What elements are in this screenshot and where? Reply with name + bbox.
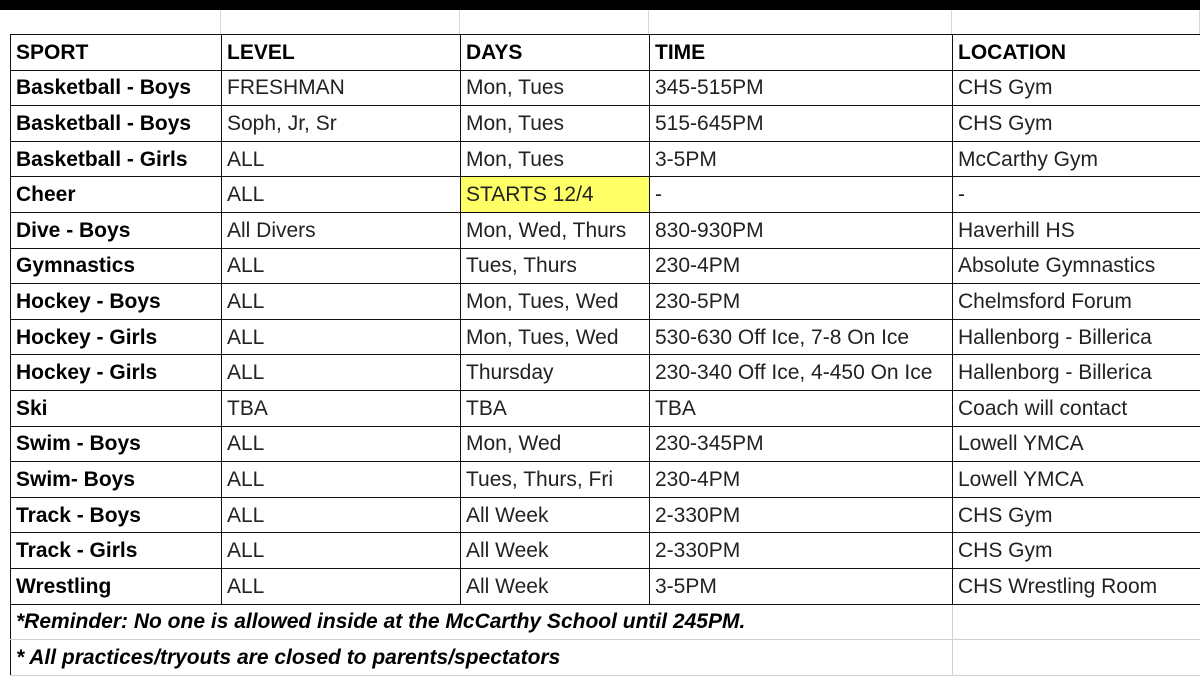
cell-location[interactable]: Chelmsford Forum bbox=[953, 284, 1200, 320]
cell-location[interactable]: Hallenborg - Billerica bbox=[953, 319, 1200, 355]
cell-sport[interactable]: Swim - Boys bbox=[11, 426, 222, 462]
cell-days[interactable]: Mon, Tues, Wed bbox=[461, 284, 650, 320]
cell-sport[interactable]: Track - Boys bbox=[11, 497, 222, 533]
cell-days[interactable]: All Week bbox=[461, 568, 650, 604]
table-row bbox=[11, 284, 1200, 320]
table-row bbox=[11, 462, 1200, 498]
table-row bbox=[11, 248, 1200, 284]
cell-location[interactable]: Haverhill HS bbox=[953, 212, 1200, 248]
cell-days[interactable]: Tues, Thurs, Fri bbox=[461, 462, 650, 498]
table-row bbox=[11, 533, 1200, 569]
cell-level[interactable]: ALL bbox=[222, 355, 461, 391]
empty-cell[interactable] bbox=[953, 604, 1200, 640]
cell-time[interactable]: 3-5PM bbox=[650, 568, 953, 604]
cell-time[interactable]: 515-645PM bbox=[650, 106, 953, 142]
note-row bbox=[11, 604, 1200, 640]
reminder-note[interactable]: *Reminder: No one is allowed inside at the McCarthy School until 245PM. bbox=[11, 604, 953, 640]
cell-level[interactable]: ALL bbox=[222, 497, 461, 533]
cell-level[interactable]: ALL bbox=[222, 533, 461, 569]
cell-days[interactable]: Tues, Thurs bbox=[461, 248, 650, 284]
cell-sport[interactable]: Wrestling bbox=[11, 568, 222, 604]
cell-time[interactable]: - bbox=[650, 177, 953, 213]
cell-time[interactable]: 530-630 Off Ice, 7-8 On Ice bbox=[650, 319, 953, 355]
header-row bbox=[11, 35, 1200, 71]
grid-line bbox=[220, 10, 221, 34]
cell-time[interactable]: 230-340 Off Ice, 4-450 On Ice bbox=[650, 355, 953, 391]
grid-line bbox=[459, 10, 460, 34]
cell-days[interactable]: Mon, Tues bbox=[461, 106, 650, 142]
header-sport[interactable]: SPORT bbox=[11, 35, 222, 71]
cell-location[interactable]: Coach will contact bbox=[953, 390, 1200, 426]
header-level[interactable]: LEVEL bbox=[222, 35, 461, 71]
cell-days[interactable]: Mon, Tues bbox=[461, 70, 650, 106]
cell-days[interactable]: Mon, Wed bbox=[461, 426, 650, 462]
cell-sport[interactable]: Basketball - Boys bbox=[11, 70, 222, 106]
cell-location[interactable]: McCarthy Gym bbox=[953, 141, 1200, 177]
cell-time[interactable]: 2-330PM bbox=[650, 533, 953, 569]
cell-location[interactable]: Lowell YMCA bbox=[953, 426, 1200, 462]
cell-time[interactable]: 3-5PM bbox=[650, 141, 953, 177]
cell-level[interactable]: All Divers bbox=[222, 212, 461, 248]
cell-level[interactable]: ALL bbox=[222, 568, 461, 604]
cell-days[interactable]: Mon, Tues, Wed bbox=[461, 319, 650, 355]
cell-time[interactable]: 230-4PM bbox=[650, 462, 953, 498]
cell-location[interactable]: Lowell YMCA bbox=[953, 462, 1200, 498]
table-row bbox=[11, 355, 1200, 391]
cell-sport[interactable]: Track - Girls bbox=[11, 533, 222, 569]
top-bar bbox=[0, 0, 1200, 10]
cell-days[interactable]: TBA bbox=[461, 390, 650, 426]
cell-time[interactable]: 230-4PM bbox=[650, 248, 953, 284]
table-row bbox=[11, 319, 1200, 355]
table-row bbox=[11, 106, 1200, 142]
cell-level[interactable]: ALL bbox=[222, 284, 461, 320]
table-row bbox=[11, 141, 1200, 177]
cell-location[interactable]: CHS Gym bbox=[953, 533, 1200, 569]
cell-sport[interactable]: Basketball - Boys bbox=[11, 106, 222, 142]
cell-level[interactable]: ALL bbox=[222, 462, 461, 498]
cell-location[interactable]: CHS Gym bbox=[953, 70, 1200, 106]
cell-sport[interactable]: Hockey - Girls bbox=[11, 319, 222, 355]
table-row bbox=[11, 212, 1200, 248]
cell-level[interactable]: ALL bbox=[222, 141, 461, 177]
cell-sport[interactable]: Cheer bbox=[11, 177, 222, 213]
table-row bbox=[11, 70, 1200, 106]
cell-time[interactable]: 830-930PM bbox=[650, 212, 953, 248]
table-row bbox=[11, 426, 1200, 462]
cell-location[interactable]: - bbox=[953, 177, 1200, 213]
cell-location[interactable]: Absolute Gymnastics bbox=[953, 248, 1200, 284]
cell-level[interactable]: Soph, Jr, Sr bbox=[222, 106, 461, 142]
header-time[interactable]: TIME bbox=[650, 35, 953, 71]
table-row bbox=[11, 177, 1200, 213]
cell-time[interactable]: 2-330PM bbox=[650, 497, 953, 533]
cell-sport[interactable]: Dive - Boys bbox=[11, 212, 222, 248]
cell-sport[interactable]: Basketball - Girls bbox=[11, 141, 222, 177]
header-location[interactable]: LOCATION bbox=[953, 35, 1200, 71]
closed-practices-note[interactable]: * All practices/tryouts are closed to parents/spectators bbox=[11, 640, 953, 676]
note-row bbox=[11, 640, 1200, 676]
grid-line bbox=[951, 10, 952, 34]
table-row bbox=[11, 390, 1200, 426]
cell-days[interactable]: Mon, Wed, Thurs bbox=[461, 212, 650, 248]
cell-days[interactable]: Thursday bbox=[461, 355, 650, 391]
cell-location[interactable]: CHS Gym bbox=[953, 497, 1200, 533]
empty-cell[interactable] bbox=[953, 640, 1200, 676]
cell-location[interactable]: Hallenborg - Billerica bbox=[953, 355, 1200, 391]
cell-location[interactable]: CHS Gym bbox=[953, 106, 1200, 142]
cell-days[interactable]: All Week bbox=[461, 533, 650, 569]
cell-days-highlighted[interactable]: STARTS 12/4 bbox=[461, 177, 650, 213]
cell-level[interactable]: ALL bbox=[222, 426, 461, 462]
cell-sport[interactable]: Swim- Boys bbox=[11, 462, 222, 498]
cell-days[interactable]: All Week bbox=[461, 497, 650, 533]
cell-sport[interactable]: Gymnastics bbox=[11, 248, 222, 284]
cell-level[interactable]: TBA bbox=[222, 390, 461, 426]
header-days[interactable]: DAYS bbox=[461, 35, 650, 71]
cell-time[interactable]: 345-515PM bbox=[650, 70, 953, 106]
cell-sport[interactable]: Hockey - Girls bbox=[11, 355, 222, 391]
cell-sport[interactable]: Hockey - Boys bbox=[11, 284, 222, 320]
cell-time[interactable]: TBA bbox=[650, 390, 953, 426]
cell-level[interactable]: ALL bbox=[222, 319, 461, 355]
practice-schedule-table bbox=[10, 34, 1200, 676]
cell-level[interactable]: ALL bbox=[222, 177, 461, 213]
cell-sport[interactable]: Ski bbox=[11, 390, 222, 426]
table-row bbox=[11, 497, 1200, 533]
cell-time[interactable]: 230-5PM bbox=[650, 284, 953, 320]
cell-location[interactable]: CHS Wrestling Room bbox=[953, 568, 1200, 604]
cell-time[interactable]: 230-345PM bbox=[650, 426, 953, 462]
cell-level[interactable]: ALL bbox=[222, 248, 461, 284]
cell-level[interactable]: FRESHMAN bbox=[222, 70, 461, 106]
table-row bbox=[11, 568, 1200, 604]
cell-days[interactable]: Mon, Tues bbox=[461, 141, 650, 177]
grid-line bbox=[648, 10, 649, 34]
